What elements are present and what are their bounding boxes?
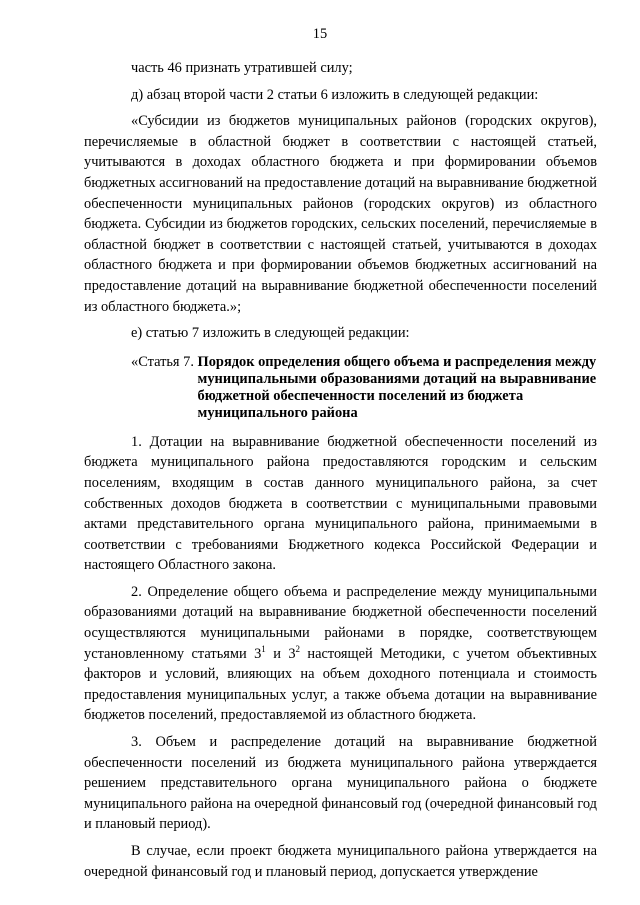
item-2-text-mid: и 3 (265, 645, 296, 662)
paragraph-repeal-part-46: часть 46 признать утратившей силу; (131, 60, 353, 76)
page-number: 15 (312, 26, 328, 42)
article-item-4: В случае, если проект бюджета муниципального района утверждается на очередной финансовый год и плановый период, допускается утверждение (84, 843, 597, 880)
paragraph-subsidies-quote: «Субсидии из бюджетов муниципальных районов (городских округов), перечисляемые в областной бюджет в соответствии с настоящей статьей, учитываются в доходах областного бюджета и при формировании объемов бюджетных ассигнований на предоставление дотаций на выравнивание бюджетной обеспеченности муниципальных районов (городских округов) из областного бюджета. Субсидии из бюджетов городских, сельских поселений, перечисляемые в областной бюджет в соответствии с настоящей статьей, учитываются в доходах областного бюджета и при формировании объемов бюджетных ассигнований на предоставление дотаций на выравнивание бюджетной обеспеченности поселений из областного бюджета.»; (84, 113, 597, 315)
superscript-2: 2 (295, 643, 301, 654)
item-2-text-end: настоящей Методики, с учетом объективных факторов и условий, влияющих на объем доходного потенциала и стоимость предоставления муниципальных услуг, а также объема дотации на выравнивание бюджетов поселений, предоставляемой из областного бюджета. (84, 645, 598, 724)
article-7-heading (84, 354, 597, 422)
paragraph-amend-article-6: д) абзац второй части 2 статьи 6 изложить в следующей редакции: (131, 86, 539, 103)
article-label: «Статья 7. (131, 353, 198, 370)
superscript-1: 1 (261, 643, 266, 654)
article-item-2 (84, 582, 597, 726)
paragraph-amend-article-7: е) статью 7 изложить в следующей редакции: (131, 325, 410, 342)
item-2-text-start: 2. Определение общего объема и распределение между муниципальными образованиями дотаций на выравнивание бюджетной обеспеченности поселений осуществляются муниципальными районами в порядке, соответствующем установленному статьями 3 (84, 583, 597, 662)
article-title: Порядок определения общего объема и распределения между муниципальными образованиями дотаций на выравнивание бюджетной обеспеченности поселений из бюджета муниципального района (197, 353, 597, 421)
document-body (84, 58, 597, 882)
article-item-3: 3. Объем и распределение дотаций на выравнивание бюджетной обеспеченности поселений из бюджета муниципального района утверждается решением представительного органа муниципального района о бюджете муниципального района на очередной финансовый год (очередной финансовый год и плановый период). (84, 734, 597, 833)
article-item-1: 1. Дотации на выравнивание бюджетной обеспеченности поселений из бюджета муниципального района предоставляются городским и сельским поселениям, входящим в состав данного муниципального района, за счет собственных доходов бюджета в соответствии с муниципальными правовыми актами представительного органа муниципального района, принимаемыми в соответствии с требованиями Бюджетного кодекса Российской Федерации и настоящего Областного закона. (84, 433, 597, 574)
